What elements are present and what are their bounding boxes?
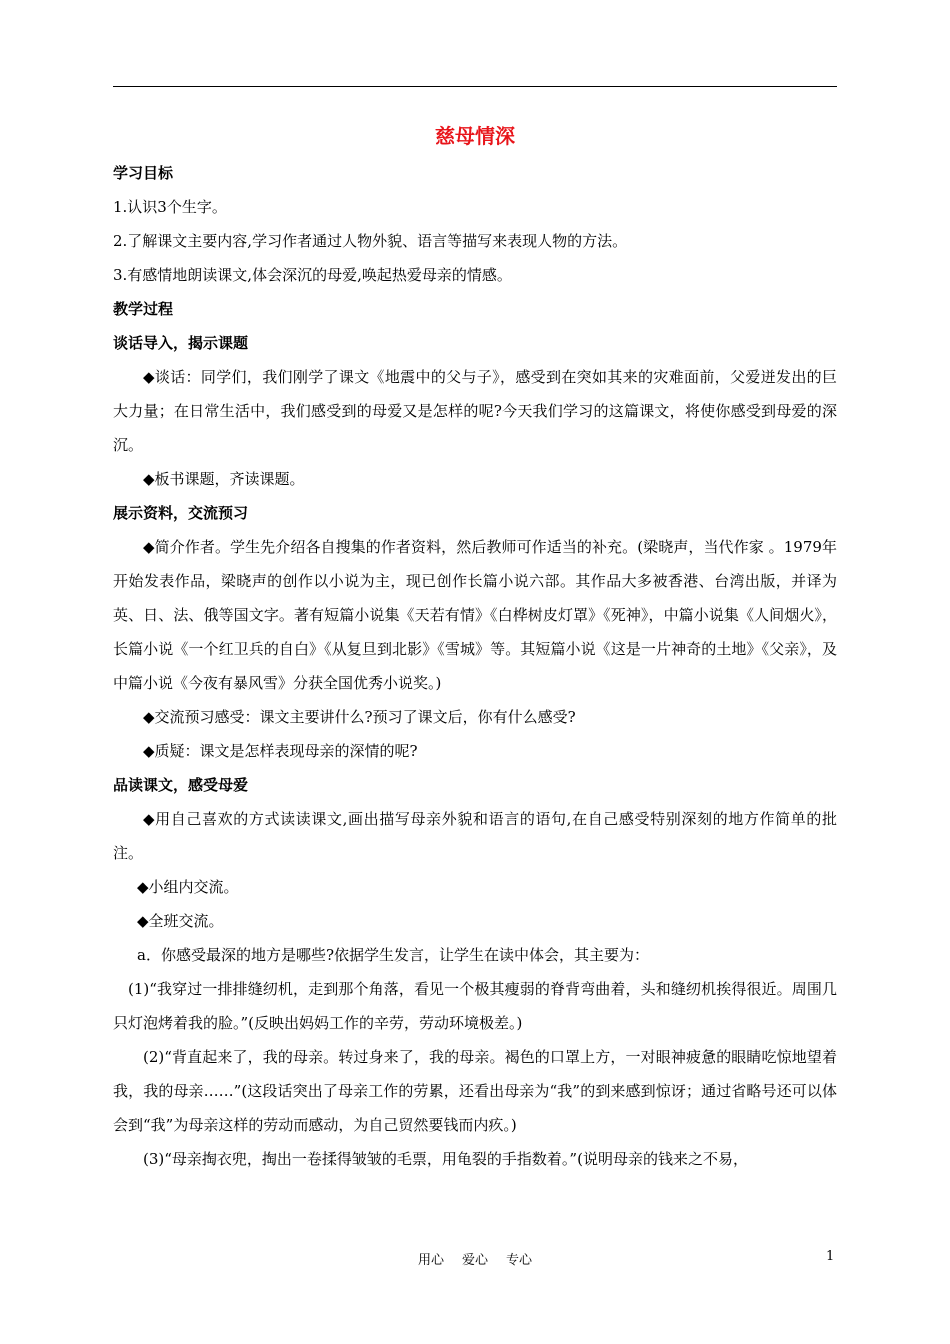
intro-paragraph-1: ◆谈话：同学们，我们刚学了课文《地震中的父与子》，感受到在突如其来的灾难面前，父爱迸发出的巨大力量；在日常生活中，我们感受到的母爱又是怎样的呢?今天我们学习的这篇课文，将使你感受到母爱的深沉。 xyxy=(113,368,837,454)
quote-2: (2)“背直起来了，我的母亲。转过身来了，我的母亲。褐色的口罩上方，一对眼神疲惫的眼睛吃惊地望着我，我的母亲……”(这段话突出了母亲工作的劳累，还看出母亲为“我”的到来感到惊讶；通过省略号还可以体会到“我”为母亲这样的劳动而感动，为自己贸然要钱而内疚。) xyxy=(113,1048,837,1134)
intro-paragraph-2: ◆板书课题，齐读课题。 xyxy=(143,470,305,488)
goal-item-1: 1.认识3个生字。 xyxy=(113,198,227,216)
goal-item-3: 3.有感情地朗读课文,体会深沉的母爱,唤起热爱母亲的情感。 xyxy=(113,266,512,284)
footer-motto xyxy=(0,1249,950,1268)
reading-heading: 品读课文，感受母爱 xyxy=(113,776,249,794)
document-body xyxy=(113,156,837,1176)
header-rule xyxy=(113,86,837,87)
material-paragraph-3: ◆质疑：课文是怎样表现母亲的深情的呢? xyxy=(143,742,418,760)
footer-motto-2: 爱心 xyxy=(461,1253,488,1268)
reading-paragraph-2: ◆小组内交流。 xyxy=(137,878,239,896)
goals-heading: 学习目标 xyxy=(113,164,174,182)
document-title: 慈母情深 xyxy=(435,124,515,148)
page-number: 1 xyxy=(826,1249,835,1264)
footer-motto-3: 专心 xyxy=(506,1253,533,1268)
quote-1: (1)“我穿过一排排缝纫机，走到那个角落，看见一个极其瘦弱的脊背弯曲着，头和缝纫机挨得很近。周围几只灯泡烤着我的脸。”(反映出妈妈工作的辛劳，劳动环境极差。) xyxy=(113,980,837,1032)
material-paragraph-2: ◆交流预习感受：课文主要讲什么?预习了课文后，你有什么感受? xyxy=(143,708,576,726)
goal-item-2: 2.了解课文主要内容,学习作者通过人物外貌、语言等描写来表现人物的方法。 xyxy=(113,232,628,250)
reading-question-a: a．你感受最深的地方是哪些?依据学生发言，让学生在读中体会，其主要为： xyxy=(137,946,649,964)
reading-paragraph-3: ◆全班交流。 xyxy=(137,912,224,930)
footer-motto-1: 用心 xyxy=(417,1253,444,1268)
process-heading: 教学过程 xyxy=(113,300,174,318)
intro-heading: 谈话导入，揭示课题 xyxy=(113,334,249,352)
material-heading: 展示资料，交流预习 xyxy=(113,504,249,522)
quote-3: (3)“母亲掏衣兜，掏出一卷揉得皱皱的毛票，用龟裂的手指数着。”(说明母亲的钱来之不易， xyxy=(143,1150,748,1168)
material-paragraph-1: ◆简介作者。学生先介绍各自搜集的作者资料，然后教师可作适当的补充。(梁晓声，当代作家 。1979年开始发表作品，梁晓声的创作以小说为主，现已创作长篇小说六部。其作品大多被香港、台湾出版，并译为英、日、法、俄等国文字。著有短篇小说集《天若有情》《白桦树皮灯罩》《死神》，中篇小说集《人间烟火》，长篇小说《一个红卫兵的自白》《从复旦到北影》《雪城》等。其短篇小说《这是一片神奇的土地》《父亲》，及中篇小说《今夜有暴风雪》分获全国优秀小说奖。) xyxy=(113,538,837,692)
reading-paragraph-1: ◆用自己喜欢的方式读读课文,画出描写母亲外貌和语言的语句,在自己感受特别深刻的地方作简单的批注。 xyxy=(113,810,837,862)
